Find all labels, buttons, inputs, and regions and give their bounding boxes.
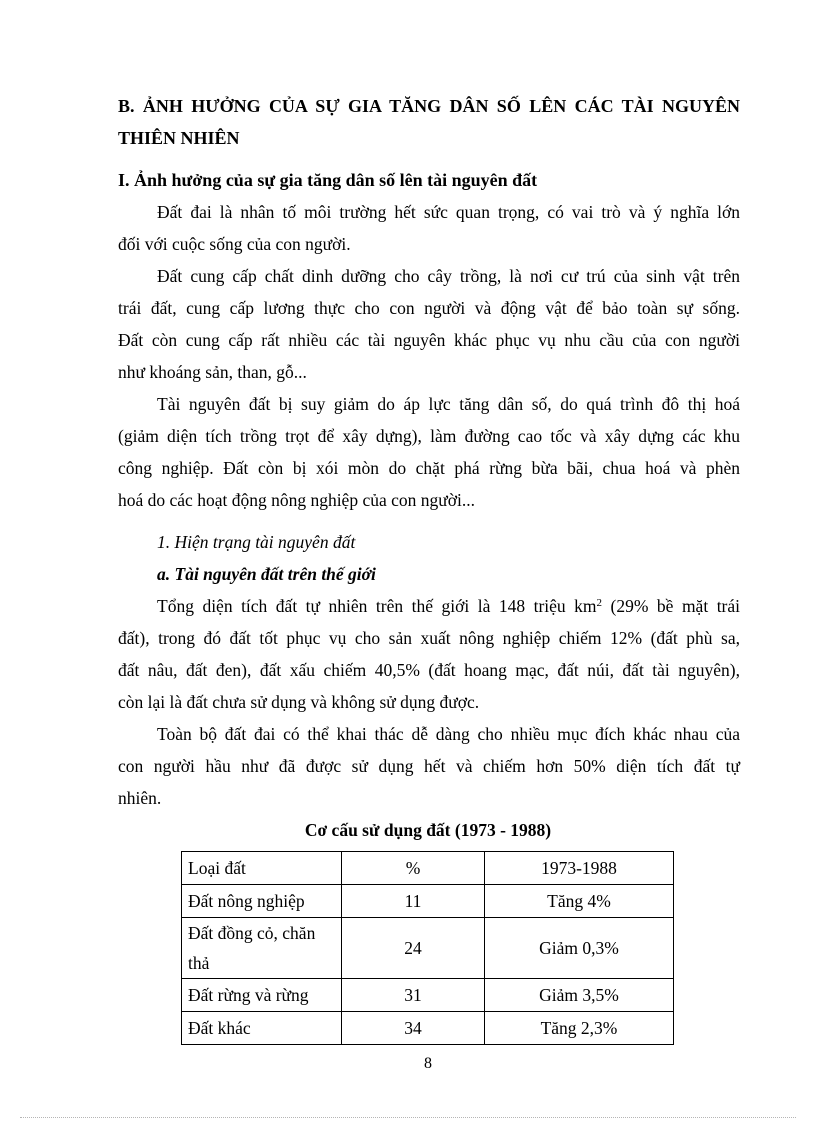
superscript: 2 xyxy=(596,597,603,609)
section-title: B. ẢNH HƯỞNG CỦA SỰ GIA TĂNG DÂN SỐ LÊN CÁC TÀI NGUYÊN xyxy=(118,96,740,116)
paragraph-line: Toàn bộ đất đai có thể khai thác dễ dàng cho nhiều mục đích khác nhau của xyxy=(157,724,740,744)
paragraph-line: con người hầu như đã được sử dụng hết và chiếm hơn 50% diện tích đất tự xyxy=(118,756,740,776)
paragraph-line: trái đất, cung cấp lương thực cho con người và động vật để bảo toàn sự sống. xyxy=(118,298,740,318)
paragraph-line: đất nâu, đất đen), đất xấu chiếm 40,5% (đất hoang mạc, đất núi, đất tài nguyên), xyxy=(118,660,740,680)
table-row xyxy=(182,979,674,1012)
paragraph-line: đất), trong đó đất tốt phục vụ cho sản xuất nông nghiệp chiếm 12% (đất phù sa, xyxy=(118,628,740,648)
table-cell: 34 xyxy=(342,1012,485,1045)
paragraph-line: Đất cung cấp chất dinh dưỡng cho cây trồng, là nơi cư trú của sinh vật trên xyxy=(157,266,740,286)
paragraph-line: (giảm diện tích trồng trọt để xây dựng), làm đường cao tốc và xây dựng các khu xyxy=(118,426,740,446)
paragraph-line: còn lại là đất chưa sử dụng và không sử dụng được. xyxy=(118,692,480,712)
table-header-cell: 1973-1988 xyxy=(485,852,674,885)
section-title-continued: THIÊN NHIÊN xyxy=(118,128,240,148)
subsection-title: I. Ảnh hưởng của sự gia tăng dân số lên tài nguyên đất xyxy=(118,170,538,190)
paragraph-line: Đất đai là nhân tố môi trường hết sức quan trọng, có vai trò và ý nghĩa lớn xyxy=(157,202,740,222)
table-cell: Đất khác xyxy=(182,1012,342,1045)
item-subheading: a. Tài nguyên đất trên thế giới xyxy=(157,564,376,584)
table-cell: Đất đồng cỏ, chăn thả xyxy=(182,918,342,979)
table-cell: Đất rừng và rừng xyxy=(182,979,342,1012)
land-use-table xyxy=(181,851,674,1045)
table-cell: Tăng 4% xyxy=(485,885,674,918)
paragraph-line: hoá do các hoạt động nông nghiệp của con người... xyxy=(118,490,475,510)
text-span: Tổng diện tích đất tự nhiên trên thế giới là 148 triệu km xyxy=(157,596,597,616)
table-cell: 11 xyxy=(342,885,485,918)
table-cell: Tăng 2,3% xyxy=(485,1012,674,1045)
table-cell: 24 xyxy=(342,918,485,979)
table-header-cell: % xyxy=(342,852,485,885)
table-row xyxy=(182,885,674,918)
page-number: 8 xyxy=(424,1055,432,1072)
table-cell: Giảm 0,3% xyxy=(485,918,674,979)
paragraph-line: nhiên. xyxy=(118,788,162,808)
table-header-row xyxy=(182,852,674,885)
paragraph-line: công nghiệp. Đất còn bị xói mòn do chặt phá rừng bừa bãi, chua hoá và phèn xyxy=(118,458,740,478)
table-cell: Giảm 3,5% xyxy=(485,979,674,1012)
item-heading: 1. Hiện trạng tài nguyên đất xyxy=(157,532,356,552)
paragraph-line: Tài nguyên đất bị suy giảm do áp lực tăng dân số, do quá trình đô thị hoá xyxy=(157,394,740,414)
table-cell: Đất nông nghiệp xyxy=(182,885,342,918)
paragraph-line: đối với cuộc sống của con người. xyxy=(118,234,351,254)
table-title: Cơ cấu sử dụng đất (1973 - 1988) xyxy=(304,820,552,840)
text-span: (29% bề mặt trái xyxy=(602,596,741,616)
page-bottom-divider xyxy=(20,1117,796,1118)
paragraph-line: Đất còn cung cấp rất nhiều các tài nguyên khác phục vụ nhu cầu của con người xyxy=(118,330,740,350)
table-cell: 31 xyxy=(342,979,485,1012)
paragraph-line: như khoáng sản, than, gỗ... xyxy=(118,362,307,382)
table-header-cell: Loại đất xyxy=(182,852,342,885)
table-row xyxy=(182,1012,674,1045)
table-row xyxy=(182,918,674,979)
paragraph-line xyxy=(157,594,740,618)
